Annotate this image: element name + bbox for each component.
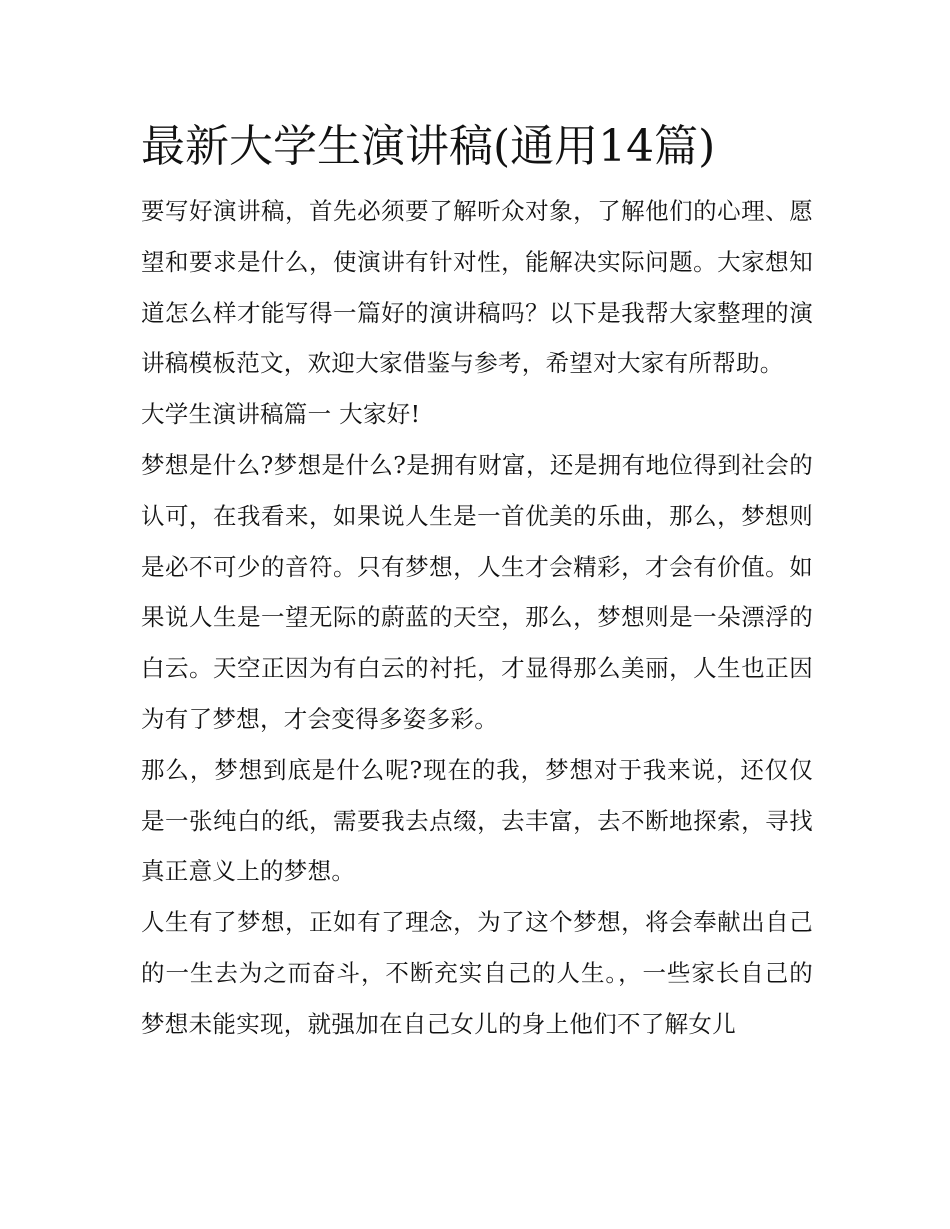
body-paragraph: 梦想是什么?梦想是什么?是拥有财富，还是拥有地位得到社会的认可，在我看来，如果说人生是一首优美的乐曲，那么，梦想则是必不可少的音符。只有梦想，人生才会精彩，才会有价值。如果说人生是一望无际的蔚蓝的天空，那么，梦想则是一朵漂浮的白云。天空正因为有白云的衬托，才显得那么美丽，人生也正因为有了梦想，才会变得多姿多彩。 (141, 450, 813, 733)
intro-paragraph: 要写好演讲稿，首先必须要了解听众对象，了解他们的心理、愿望和要求是什么，使演讲有针对性，能解决实际问题。大家想知道怎么样才能写得一篇好的演讲稿吗？以下是我帮大家整理的演讲稿模板范文，欢迎大家借鉴与参考，希望对大家有所帮助。 (141, 197, 813, 378)
body-paragraph: 那么，梦想到底是什么呢?现在的我，梦想对于我来说，还仅仅是一张纯白的纸，需要我去点缀，去丰富，去不断地探索，寻找真正意义上的梦想。 (141, 755, 813, 886)
body-paragraph: 人生有了梦想，正如有了理念，为了这个梦想，将会奉献出自己的一生去为之而奋斗，不断充实自己的人生。，一些家长自己的梦想未能实现，就强加在自己女儿的身上他们不了解女儿 (141, 908, 813, 1038)
document-title: 最新大学生演讲稿(通用14篇) (141, 121, 716, 172)
document-page (141, 112, 813, 1050)
section-heading-paragraph: 大学生演讲稿篇一 大家好! (141, 400, 421, 429)
